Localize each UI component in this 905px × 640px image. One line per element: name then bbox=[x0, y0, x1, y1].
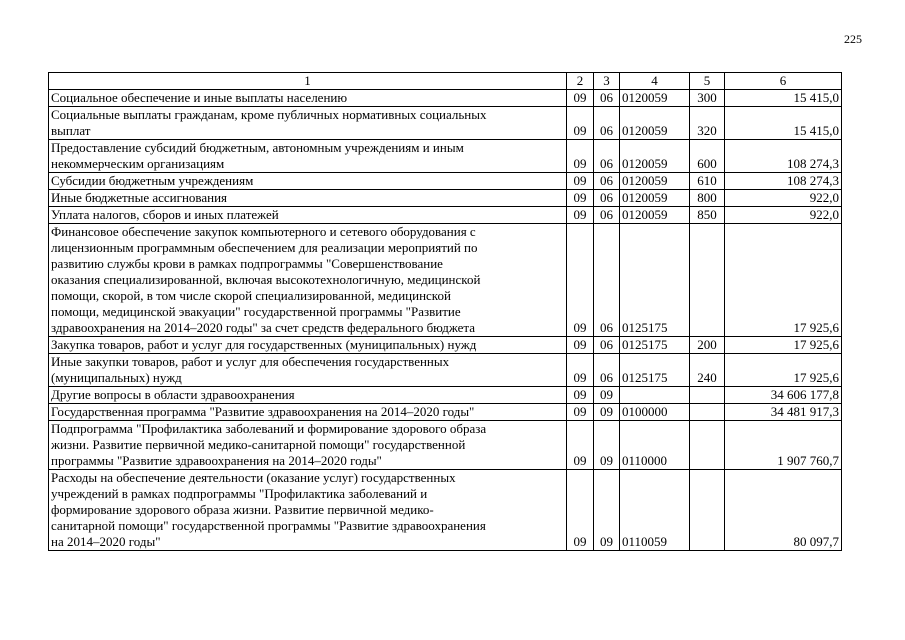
expense-type-cell: 850 bbox=[690, 207, 725, 224]
target-article-cell: 0120059 bbox=[620, 190, 690, 207]
section-code-cell: 09 bbox=[567, 470, 594, 551]
target-article-cell: 0120059 bbox=[620, 107, 690, 140]
target-article-cell: 0110059 bbox=[620, 470, 690, 551]
expense-type-cell bbox=[690, 387, 725, 404]
section-code-cell: 09 bbox=[567, 387, 594, 404]
table-row bbox=[49, 190, 842, 207]
target-article-cell: 0120059 bbox=[620, 90, 690, 107]
amount-cell: 15 415,0 bbox=[725, 107, 842, 140]
table-row bbox=[49, 470, 842, 551]
table-row bbox=[49, 173, 842, 190]
amount-cell: 80 097,7 bbox=[725, 470, 842, 551]
row-name-cell: Иные бюджетные ассигнования bbox=[49, 190, 567, 207]
table-row bbox=[49, 404, 842, 421]
table-row bbox=[49, 90, 842, 107]
subsection-code-cell: 06 bbox=[594, 207, 620, 224]
target-article-cell: 0125175 bbox=[620, 224, 690, 337]
budget-table bbox=[48, 72, 842, 551]
amount-cell: 108 274,3 bbox=[725, 140, 842, 173]
column-header: 5 bbox=[690, 73, 725, 90]
expense-type-cell bbox=[690, 224, 725, 337]
subsection-code-cell: 09 bbox=[594, 387, 620, 404]
expense-type-cell: 200 bbox=[690, 337, 725, 354]
row-name-cell: Социальное обеспечение и иные выплаты населению bbox=[49, 90, 567, 107]
subsection-code-cell: 06 bbox=[594, 190, 620, 207]
row-name-cell: Уплата налогов, сборов и иных платежей bbox=[49, 207, 567, 224]
column-header: 1 bbox=[49, 73, 567, 90]
table-row bbox=[49, 224, 842, 337]
table-row bbox=[49, 337, 842, 354]
subsection-code-cell: 06 bbox=[594, 90, 620, 107]
amount-cell: 34 481 917,3 bbox=[725, 404, 842, 421]
section-code-cell: 09 bbox=[567, 190, 594, 207]
section-code-cell: 09 bbox=[567, 404, 594, 421]
table-row bbox=[49, 421, 842, 470]
amount-cell: 17 925,6 bbox=[725, 224, 842, 337]
expense-type-cell: 800 bbox=[690, 190, 725, 207]
target-article-cell: 0100000 bbox=[620, 404, 690, 421]
expense-type-cell bbox=[690, 421, 725, 470]
row-name-cell: Государственная программа "Развитие здравоохранения на 2014–2020 годы" bbox=[49, 404, 567, 421]
column-header: 2 bbox=[567, 73, 594, 90]
section-code-cell: 09 bbox=[567, 140, 594, 173]
expense-type-cell bbox=[690, 404, 725, 421]
amount-cell: 17 925,6 bbox=[725, 354, 842, 387]
subsection-code-cell: 09 bbox=[594, 404, 620, 421]
section-code-cell: 09 bbox=[567, 207, 594, 224]
expense-type-cell: 300 bbox=[690, 90, 725, 107]
page-number: 225 bbox=[844, 32, 862, 46]
target-article-cell: 0120059 bbox=[620, 207, 690, 224]
target-article-cell: 0110000 bbox=[620, 421, 690, 470]
expense-type-cell: 610 bbox=[690, 173, 725, 190]
section-code-cell: 09 bbox=[567, 337, 594, 354]
amount-cell: 34 606 177,8 bbox=[725, 387, 842, 404]
expense-type-cell bbox=[690, 470, 725, 551]
subsection-code-cell: 06 bbox=[594, 173, 620, 190]
subsection-code-cell: 06 bbox=[594, 107, 620, 140]
row-name-cell: Социальные выплаты гражданам, кроме публичных нормативных социальных выплат bbox=[49, 107, 567, 140]
subsection-code-cell: 09 bbox=[594, 470, 620, 551]
row-name-cell: Финансовое обеспечение закупок компьютерного и сетевого оборудования с лицензионным программным обеспечением для реализации мероприятий по развитию службы крови в рамках подпрограммы "Совершенствование оказания специализированной, включая высокотехнологичную, медицинской помощи, скорой, в том числе скорой специализированной, медицинской помощи, медицинской эвакуации" государственной программы "Развитие здравоохранения на 2014–2020 годы" за счет средств федерального бюджета bbox=[49, 224, 567, 337]
row-name-cell: Иные закупки товаров, работ и услуг для обеспечения государственных (муниципальных) нужд bbox=[49, 354, 567, 387]
column-header: 6 bbox=[725, 73, 842, 90]
amount-cell: 15 415,0 bbox=[725, 90, 842, 107]
row-name-cell: Предоставление субсидий бюджетным, автономным учреждениям и иным некоммерческим организациям bbox=[49, 140, 567, 173]
table-row bbox=[49, 354, 842, 387]
section-code-cell: 09 bbox=[567, 107, 594, 140]
target-article-cell: 0120059 bbox=[620, 140, 690, 173]
target-article-cell: 0125175 bbox=[620, 337, 690, 354]
column-header: 4 bbox=[620, 73, 690, 90]
section-code-cell: 09 bbox=[567, 421, 594, 470]
column-header: 3 bbox=[594, 73, 620, 90]
table-header-row bbox=[49, 73, 842, 90]
table-row bbox=[49, 207, 842, 224]
amount-cell: 922,0 bbox=[725, 207, 842, 224]
row-name-cell: Закупка товаров, работ и услуг для государственных (муниципальных) нужд bbox=[49, 337, 567, 354]
subsection-code-cell: 09 bbox=[594, 421, 620, 470]
subsection-code-cell: 06 bbox=[594, 354, 620, 387]
target-article-cell: 0120059 bbox=[620, 173, 690, 190]
expense-type-cell: 240 bbox=[690, 354, 725, 387]
table-row bbox=[49, 387, 842, 404]
amount-cell: 108 274,3 bbox=[725, 173, 842, 190]
expense-type-cell: 600 bbox=[690, 140, 725, 173]
section-code-cell: 09 bbox=[567, 224, 594, 337]
row-name-cell: Подпрограмма "Профилактика заболеваний и формирование здорового образа жизни. Развитие первичной медико-санитарной помощи" государственной программы "Развитие здравоохранения на 2014–2020 годы" bbox=[49, 421, 567, 470]
table-row bbox=[49, 107, 842, 140]
expense-type-cell: 320 bbox=[690, 107, 725, 140]
subsection-code-cell: 06 bbox=[594, 337, 620, 354]
amount-cell: 922,0 bbox=[725, 190, 842, 207]
row-name-cell: Другие вопросы в области здравоохранения bbox=[49, 387, 567, 404]
amount-cell: 17 925,6 bbox=[725, 337, 842, 354]
row-name-cell: Расходы на обеспечение деятельности (оказание услуг) государственных учреждений в рамках подпрограммы "Профилактика заболеваний и формирование здорового образа жизни. Развитие первичной медико- санитарной помощи" государственной программы "Развитие здравоохранения на 2014–2020 годы" bbox=[49, 470, 567, 551]
subsection-code-cell: 06 bbox=[594, 224, 620, 337]
subsection-code-cell: 06 bbox=[594, 140, 620, 173]
section-code-cell: 09 bbox=[567, 90, 594, 107]
amount-cell: 1 907 760,7 bbox=[725, 421, 842, 470]
target-article-cell bbox=[620, 387, 690, 404]
table-row bbox=[49, 140, 842, 173]
section-code-cell: 09 bbox=[567, 173, 594, 190]
section-code-cell: 09 bbox=[567, 354, 594, 387]
target-article-cell: 0125175 bbox=[620, 354, 690, 387]
row-name-cell: Субсидии бюджетным учреждениям bbox=[49, 173, 567, 190]
